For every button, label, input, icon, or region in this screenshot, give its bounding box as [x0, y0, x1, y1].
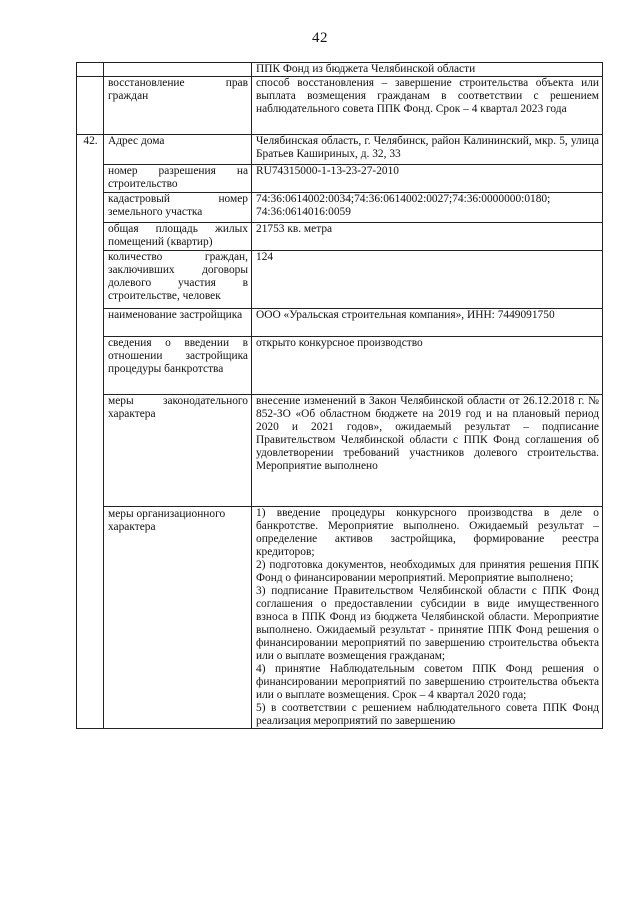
table-row — [77, 77, 603, 135]
table-row — [77, 337, 603, 395]
row-label-cell: сведения о введении в отношении застройщика процедуры банкротства — [104, 337, 252, 395]
row-number-cell — [77, 77, 104, 135]
row-label-cell — [104, 507, 252, 729]
table-row — [77, 63, 603, 77]
row-label-cell: кадастровый номер земельного участка — [104, 193, 252, 223]
object-table — [76, 62, 603, 729]
row-value-cell: Челябинская область, г. Челябинск, район Калининский, мкр. 5, улица Братьев Кашириных, д. 32, 33 — [252, 135, 603, 165]
row-value-cell: внесение изменений в Закон Челябинской области от 26.12.2018 г. № 852-ЗО «Об областном бюджете на 2019 год и на плановый период 2020 и 2021 годов», ожидаемый результат – подписание Правительством Челябинской области с ППК Фонд соглашения об удовлетворении требований участников долевого строительства. Мероприятие выполнено — [252, 395, 603, 507]
row-value-cell: открыто конкурсное производство — [252, 337, 603, 395]
row-label-cell: Адрес дома — [104, 135, 252, 165]
row-label-cell: меры законодательного характера — [104, 395, 252, 507]
table-row — [77, 223, 603, 251]
row-label-cell: общая площадь жилых помещений (квартир) — [104, 223, 252, 251]
list-item: 5) в соответствии с решением наблюдательного совета ППК Фонд реализация мероприятий по завершению — [256, 702, 599, 727]
list-item: 4) принятие Наблюдательным советом ППК Фонд решения о финансировании мероприятий по завершению строительства объекта или о выплате возмещения. Срок – 4 квартал 2020 года; — [256, 663, 599, 701]
list-item: 3) подписание Правительством Челябинской области с ППК Фонд соглашения о предоставлении субсидии в виде имущественного взноса в ППК Фонд из бюджета Челябинской области. Мероприятие выполнено. Ожидаемый результат - принятие ППК Фонд решения о финансировании мероприятий по завершению строительства объекта или о выплате возмещения гражданам; — [256, 585, 599, 662]
row-value-cell: 124 — [252, 251, 603, 309]
row-value-cell: способ восстановления – завершение строительства объекта или выплата возмещения гражданам в соответствии с решением наблюдательного совета ППК Фонд. Срок – 4 квартал 2023 года — [252, 77, 603, 135]
table-row — [77, 193, 603, 223]
table-row — [77, 395, 603, 507]
row-value-cell: 74:36:0614002:0034;74:36:0614002:0027;74:36:0000000:0180; 74:36:0614016:0059 — [252, 193, 603, 223]
list-item: 2) подготовка документов, необходимых для принятия решения ППК Фонд о финансировании мероприятий. Мероприятие выполнено; — [256, 559, 599, 584]
row-value-cell: RU74315000-1-13-23-27-2010 — [252, 165, 603, 193]
row-label-cell — [104, 63, 252, 77]
list-item: 1) введение процедуры конкурсного производства в деле о банкротстве. Мероприятие выполнено. Ожидаемый результат – определение активов застройщика, формирование реестра кредиторов; — [256, 507, 599, 558]
row-value-cell: ООО «Уральская строительная компания», ИНН: 7449091750 — [252, 309, 603, 337]
row-label-cell: восстановление прав граждан — [104, 77, 252, 135]
page-number: 42 — [312, 30, 328, 46]
entry-number: 42. — [77, 135, 104, 729]
row-value-cell: 21753 кв. метра — [252, 223, 603, 251]
row-label-cell: количество граждан, заключивших договоры долевого участия в строительстве, человек — [104, 251, 252, 309]
table-row — [77, 507, 603, 729]
org-measures-label: меры организационного характера — [108, 508, 226, 533]
row-number-cell — [77, 63, 104, 77]
table-row — [77, 309, 603, 337]
table-row — [77, 165, 603, 193]
row-value-cell — [252, 507, 603, 729]
row-label-cell: наименование застройщика — [104, 309, 252, 337]
row-value-cell: ППК Фонд из бюджета Челябинской области — [252, 63, 603, 77]
row-label-cell: номер разрешения на строительство — [104, 165, 252, 193]
table-row — [77, 251, 603, 309]
table-row — [77, 135, 603, 165]
